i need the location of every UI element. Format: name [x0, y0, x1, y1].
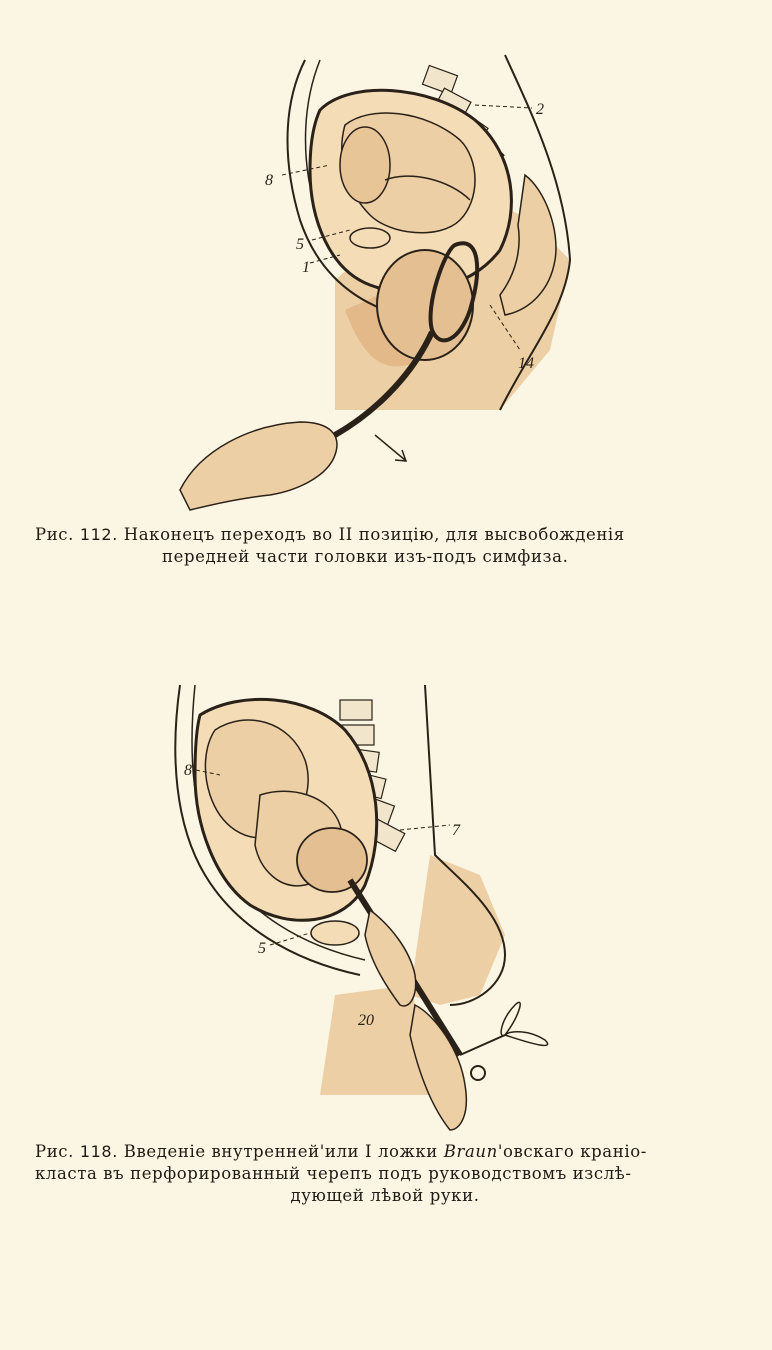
figure-label-8: 8: [184, 762, 192, 779]
caption-prefix: Рис.: [35, 1142, 74, 1161]
caption-line-3: дующей лѣвой руки.: [290, 1186, 480, 1205]
figure-label-1: 1: [302, 259, 310, 276]
figure-label-5: 5: [258, 940, 266, 957]
figure-label-14: 14: [518, 355, 534, 372]
caption-line-2: класта въ перфорированный черепъ подъ руководствомъ изслѣ-: [35, 1164, 632, 1183]
figure-118-caption: [35, 1141, 735, 1207]
figure-112-illustration: [170, 50, 590, 520]
caption-line-2: передней части головки изъ-подъ симфиза.: [162, 547, 569, 566]
figure-112-caption: [35, 524, 735, 568]
caption-line-1: Наконецъ переходъ во II позицію, для высвобожденія: [123, 525, 625, 544]
figure-label-2: 2: [536, 101, 544, 118]
figure-label-8: 8: [265, 172, 273, 189]
figure-label-20: 20: [358, 1012, 374, 1029]
caption-line-1b: 'овскаго краніо-: [497, 1142, 647, 1161]
figure-118-illustration: [160, 675, 570, 1145]
figure-label-7: 7: [452, 822, 460, 839]
caption-prefix: Рис.: [35, 525, 74, 544]
figure-label-5: 5: [296, 236, 304, 253]
caption-line-1-italic: Braun: [443, 1142, 498, 1161]
caption-number: 118.: [79, 1142, 118, 1161]
caption-line-1a: Введеніе внутренней'или I ложки: [123, 1142, 438, 1161]
caption-number: 112.: [79, 525, 118, 544]
